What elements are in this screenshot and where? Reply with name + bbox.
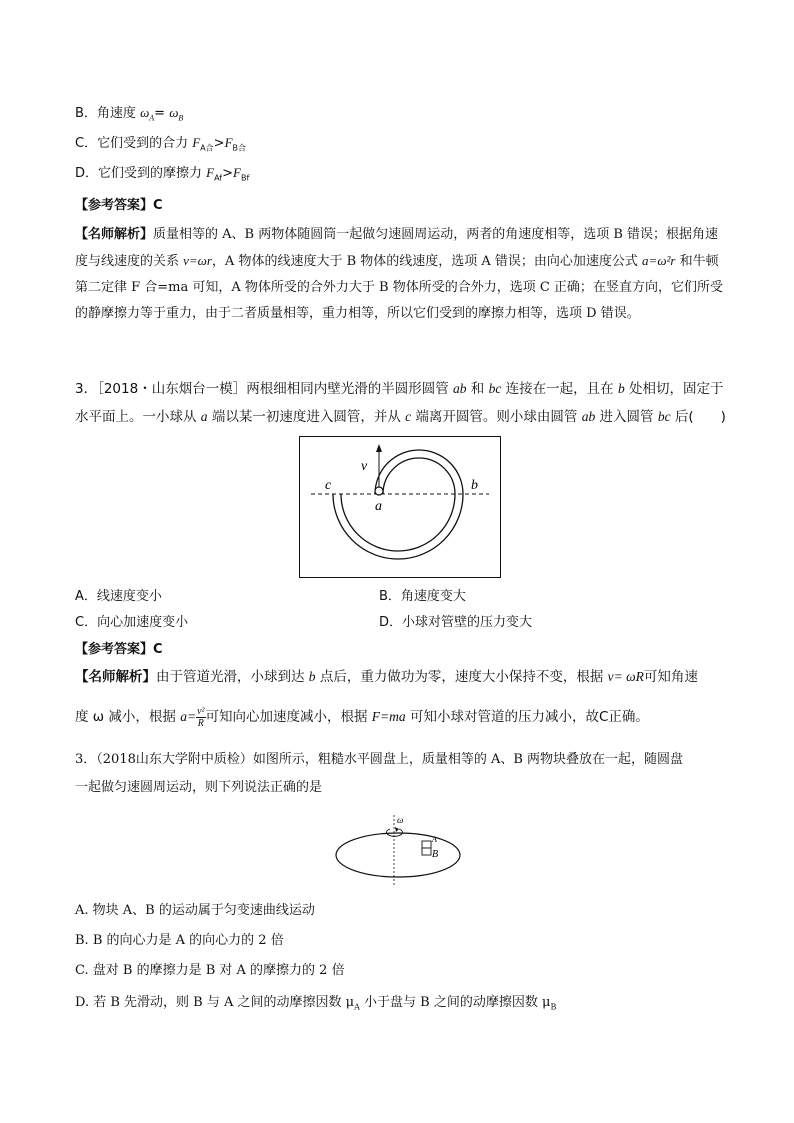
stem-text: 连接在一起，且在 [501, 381, 618, 397]
analysis-text: 度 ω 减小，根据 [75, 709, 181, 725]
subscript: Bf [240, 173, 250, 183]
disk-diagram [333, 811, 463, 891]
ball [375, 487, 383, 495]
option-b-prev [75, 104, 183, 128]
label-b: B [432, 849, 439, 860]
label-b: b [471, 478, 478, 493]
analysis-prev [75, 222, 725, 327]
analysis-text: 由于管道光滑，小球到达 [156, 669, 309, 685]
rotation-arrow-icon [395, 827, 399, 832]
option-text: D. 若 B 先滑动，则 B 与 A 之间的动摩擦因数 μ [75, 995, 355, 1010]
option-c-label: C．它们受到的合力 [75, 136, 189, 151]
analysis-head: 【名师解析】 [75, 669, 156, 685]
option-d-prev [75, 164, 249, 188]
analysis-head: 【名师解析】 [75, 227, 154, 242]
formula: a= [180, 709, 197, 724]
stem-text: 端以某一初速度进入圆管，并从 [207, 409, 406, 425]
subscript: Af [214, 173, 223, 183]
q3a-option-a: A．线速度变小 [75, 589, 162, 604]
stem-var: ab [581, 409, 596, 424]
q3a-option-d: D．小球对管壁的压力变大 [379, 615, 533, 630]
q3b-option-b: B. B 的向心力是 A 的向心力的 2 倍 [75, 933, 284, 948]
stem-text: 端离开圆管。则小球由圆管 [411, 409, 582, 425]
stem-var: bc [657, 409, 671, 424]
option-b-label: B．角速度 [75, 106, 136, 121]
omega-symbol: ω [140, 105, 150, 120]
subscript: A [149, 113, 155, 123]
formula: v= ωR [607, 669, 644, 684]
force-symbol: F [233, 165, 241, 180]
subscript: A [354, 1002, 360, 1012]
option-d-label: D．它们受到的摩擦力 [75, 166, 203, 181]
analysis-text: 质量相等的 A、B 两物体随圆筒一起做匀速圆周运动，两者的角速度相等，选项 B 错误；根据角速度与线速度的关系 [75, 227, 719, 269]
stem-text: 后( ) [670, 409, 726, 425]
tube-diagram [299, 436, 501, 578]
analysis-text: 可知角速 [643, 669, 698, 685]
stem-text: 和 [466, 381, 489, 397]
label-c: c [325, 478, 332, 493]
answer-prev: 【参考答案】C [75, 198, 163, 213]
option-text: 小于盘与 B 之间的动摩擦因数 μ [359, 995, 551, 1010]
subscript: B合 [232, 143, 247, 153]
greater-than: > [213, 136, 225, 151]
label-a: A [432, 835, 437, 844]
omega-symbol: ω [169, 105, 179, 120]
stem-text: 水平面上。一小球从 [75, 409, 201, 425]
greater-than: > [222, 166, 234, 181]
stem-var: bc [488, 381, 502, 396]
analysis-text: 点后，重力做功为零，速度大小保持不变，根据 [315, 669, 608, 685]
q3a-option-c: C．向心加速度变小 [75, 615, 189, 630]
q3b-stem-line2: 一起做匀速圆周运动，则下列说法正确的是 [75, 780, 323, 795]
label-a: a [375, 499, 382, 514]
q3a-stem-line1 [75, 380, 723, 398]
label-omega: ω [397, 815, 404, 825]
q3b-stem-line1: 3．（2018山东大学附中质检）如图所示，粗糙水平圆盘上，质量相等的 A、B 两物块叠放在一起，随圆盘 [75, 752, 684, 767]
q3a-answer: 【参考答案】C [75, 642, 163, 657]
stem-var: ab [453, 381, 467, 396]
option-c-prev [75, 134, 246, 158]
stem-var: b [617, 381, 625, 396]
formula: F=ma [371, 709, 406, 724]
subscript: B [550, 1002, 557, 1012]
block-a [422, 841, 431, 848]
stem-text: 3．［2018・山东烟台一模］两根细相同内壁光滑的半圆形圆管 [75, 381, 453, 397]
q3a-option-b: B．角速度变大 [379, 589, 466, 604]
q3b-option-d [75, 994, 556, 1017]
formula: ω²r [657, 253, 676, 268]
disk [336, 833, 460, 877]
stem-var: a [200, 409, 208, 424]
q3a-analysis-line1 [75, 668, 698, 686]
q3a-stem-line2 [75, 408, 726, 426]
force-symbol: F [224, 135, 233, 150]
q3b-option-c: C. 盘对 B 的摩擦力是 B 对 A 的摩擦力的 2 倍 [75, 963, 345, 978]
stem-var: c [405, 409, 412, 424]
analysis-text: 可知小球对管道的压力减小，故C正确。 [405, 709, 649, 725]
force-symbol: F [192, 135, 201, 150]
label-v: v [361, 459, 368, 474]
fraction [196, 706, 205, 729]
equals-sign: = [154, 106, 166, 121]
subscript: B [178, 113, 184, 123]
block-b [422, 848, 431, 855]
fraction-numerator: v² [197, 705, 205, 717]
q3b-option-a: A. 物块 A、B 的运动属于匀变速曲线运动 [75, 903, 315, 918]
analysis-text: ，A 物体的线速度大于 B 物体的线速度，选项 A 错误；由向心加速度公式 [211, 254, 643, 269]
q3a-analysis-line2 [75, 705, 649, 729]
fraction-denominator: R [197, 717, 204, 729]
analysis-text: 可知向心加速度减小，根据 [205, 709, 372, 725]
analysis-var: b [308, 669, 316, 684]
formula: v=ωr [183, 253, 212, 268]
stem-text: 进入圆管 [595, 409, 658, 425]
stem-text: 处相切，固定于 [624, 381, 724, 397]
force-symbol: F [206, 165, 215, 180]
subscript: A合 [200, 143, 214, 153]
analysis-text: 和牛顿第二定律 F 合=ma 可知，A 物体所受的合外力大于 B 物体所受的合外力，选项 C 正确；在竖直方向，它们所受的静摩擦力等于重力，由于二者质量相等，重力相等，所以它们受到的摩擦力相等，选项 D 错误。 [75, 254, 723, 321]
formula: a= [642, 253, 658, 268]
diagram-frame [300, 437, 501, 578]
